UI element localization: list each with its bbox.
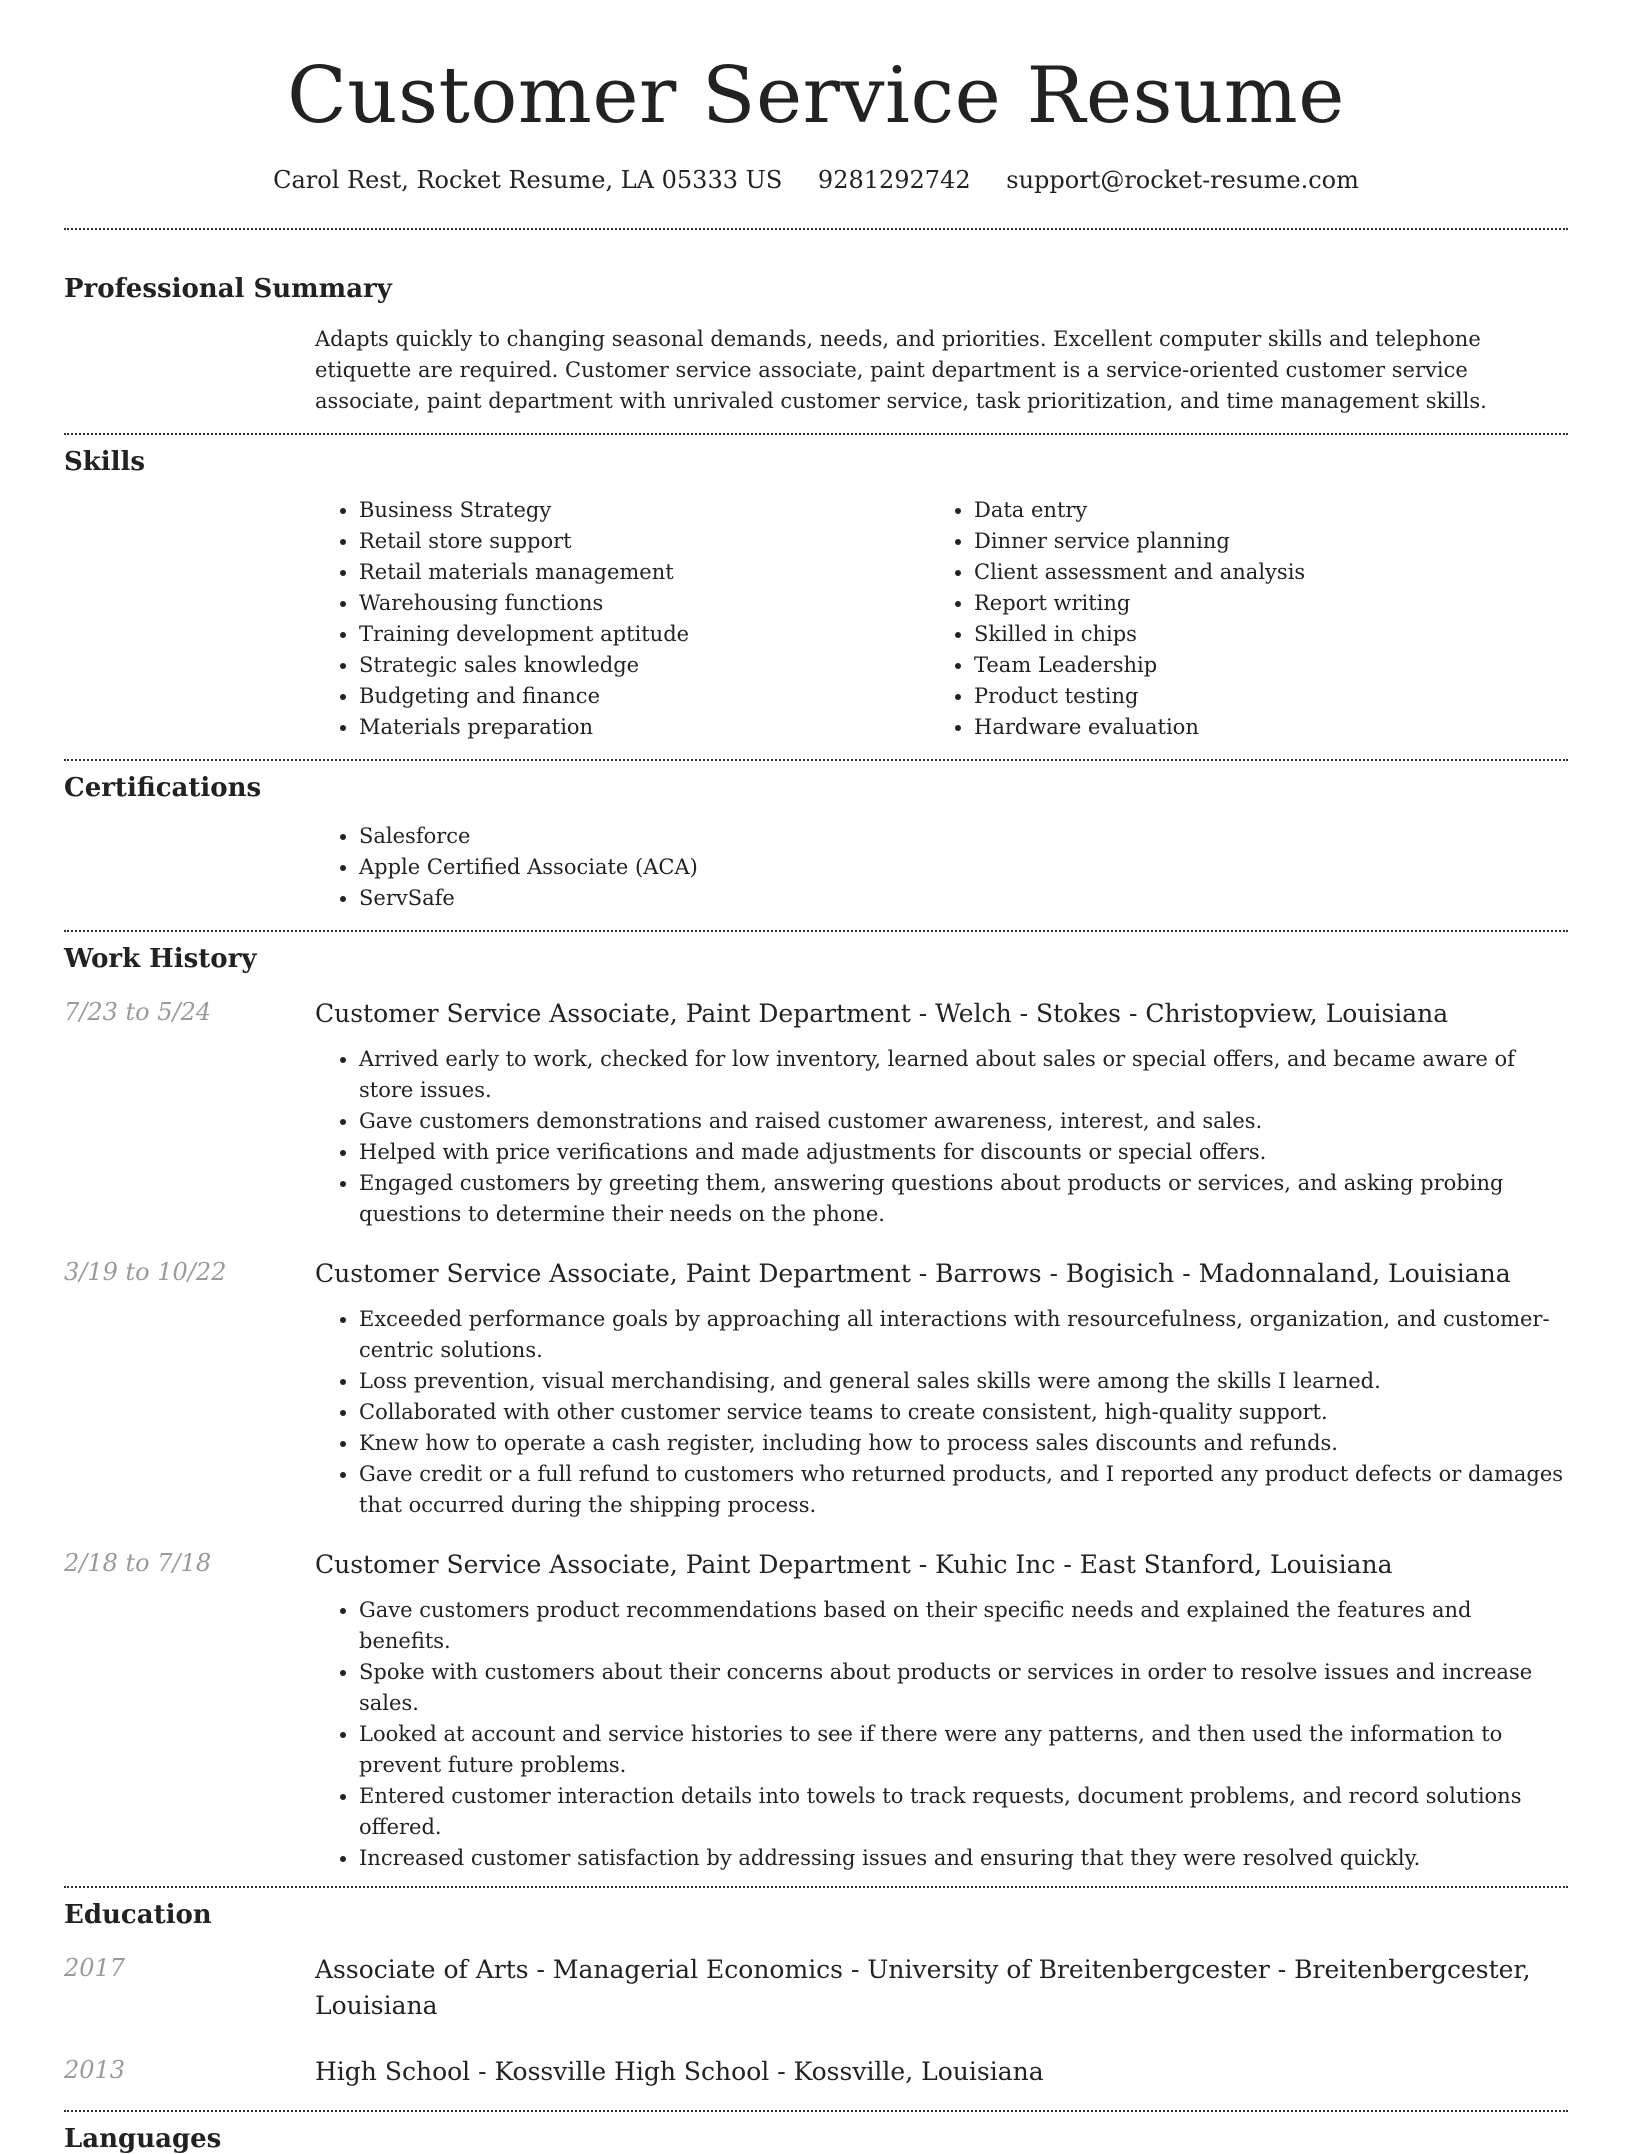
certifications-section xyxy=(64,773,1568,914)
work-bullet: • Gave credit or a full refund to customers who returned products, and I reported any product defects or damages that occurred during the shipping process. xyxy=(359,1459,1568,1521)
skills-list-left xyxy=(315,495,930,743)
section-divider xyxy=(64,930,1568,932)
certifications-list xyxy=(315,821,1568,914)
work-history-section xyxy=(64,944,1568,1874)
work-bullet: • Entered customer interaction details into towels to track requests, document problems, and record solutions offered. xyxy=(359,1781,1568,1843)
skill-item: • Materials preparation xyxy=(359,712,930,743)
work-title: Customer Service Associate, Paint Department - Kuhic Inc - East Stanford, Louisiana xyxy=(315,1549,1393,1579)
skills-list-right xyxy=(930,495,1545,743)
skill-item: • Business Strategy xyxy=(359,495,930,526)
work-bullet: • Loss prevention, visual merchandising, and general sales skills were among the skills I learned. xyxy=(359,1366,1568,1397)
certification-item: • Apple Certified Associate (ACA) xyxy=(359,852,1568,883)
work-entry xyxy=(64,1547,1568,1874)
work-bullet: • Arrived early to work, checked for low inventory, learned about sales or special offers, and became aware of store issues. xyxy=(359,1044,1568,1106)
skill-item: • Team Leadership xyxy=(974,650,1545,681)
work-bullet: • Collaborated with other customer service teams to create consistent, high-quality support. xyxy=(359,1397,1568,1428)
certification-item: • Salesforce xyxy=(359,821,1568,852)
work-bullet: • Engaged customers by greeting them, answering questions about products or services, and asking probing questions to determine their needs on the phone. xyxy=(359,1168,1568,1230)
summary-text: Adapts quickly to changing seasonal demands, needs, and priorities. Excellent computer skills and telephone etiquette are required. Customer service associate, paint department is a service-oriented customer service associate, paint department with unrivaled customer service, task prioritization, and time management skills. xyxy=(315,326,1487,413)
certifications-heading: Certifications xyxy=(64,772,262,803)
summary-section xyxy=(64,274,1568,417)
work-bullet: • Looked at account and service histories to see if there were any patterns, and then used the information to prevent future problems. xyxy=(359,1719,1568,1781)
work-bullets xyxy=(315,1044,1568,1230)
section-divider xyxy=(64,759,1568,761)
work-bullet: • Helped with price verifications and made adjustments for discounts or special offers. xyxy=(359,1137,1568,1168)
skill-item: • Retail materials management xyxy=(359,557,930,588)
skill-item: • Budgeting and finance xyxy=(359,681,930,712)
work-bullet: • Increased customer satisfaction by addressing issues and ensuring that they were resolved quickly. xyxy=(359,1843,1568,1874)
contact-line xyxy=(64,166,1568,194)
section-divider xyxy=(64,1886,1568,1888)
work-bullets xyxy=(315,1304,1568,1521)
work-history-heading: Work History xyxy=(64,943,257,974)
skills-section xyxy=(64,447,1568,743)
work-entry xyxy=(64,996,1568,1230)
education-section xyxy=(64,1900,1568,2090)
work-date: 3/19 to 10/22 xyxy=(64,1257,227,1286)
education-entry xyxy=(64,2054,1568,2090)
section-divider xyxy=(64,2110,1568,2112)
skill-item: • Retail store support xyxy=(359,526,930,557)
skill-item: • Warehousing functions xyxy=(359,588,930,619)
skill-item: • Product testing xyxy=(974,681,1545,712)
work-bullet: • Knew how to operate a cash register, including how to process sales discounts and refunds. xyxy=(359,1428,1568,1459)
work-date: 2/18 to 7/18 xyxy=(64,1548,212,1577)
work-bullet: • Gave customers product recommendations based on their specific needs and explained the features and benefits. xyxy=(359,1595,1568,1657)
skills-heading: Skills xyxy=(64,446,146,477)
contact-phone: 9281292742 xyxy=(817,165,971,194)
work-title: Customer Service Associate, Paint Department - Welch - Stokes - Christopview, Louisiana xyxy=(315,998,1449,1028)
work-date: 7/23 to 5/24 xyxy=(64,997,212,1026)
languages-heading: Languages xyxy=(64,2123,222,2154)
languages-section xyxy=(64,2124,1568,2154)
work-title: Customer Service Associate, Paint Department - Barrows - Bogisich - Madonnaland, Louisiana xyxy=(315,1258,1511,1288)
section-divider xyxy=(64,433,1568,435)
work-bullets xyxy=(315,1595,1568,1874)
education-entry xyxy=(64,1952,1568,2024)
work-bullet: • Gave customers demonstrations and raised customer awareness, interest, and sales. xyxy=(359,1106,1568,1137)
skill-item: • Strategic sales knowledge xyxy=(359,650,930,681)
skill-item: • Data entry xyxy=(974,495,1545,526)
work-entry xyxy=(64,1256,1568,1521)
skill-item: • Report writing xyxy=(974,588,1545,619)
summary-heading: Professional Summary xyxy=(64,273,392,304)
skill-item: • Skilled in chips xyxy=(974,619,1545,650)
skill-item: • Hardware evaluation xyxy=(974,712,1545,743)
certification-item: • ServSafe xyxy=(359,883,1568,914)
contact-address: Carol Rest, Rocket Resume, LA 05333 US xyxy=(273,165,783,194)
education-title: Associate of Arts - Managerial Economics - University of Breitenbergcester - Breitenbergcester, Louisiana xyxy=(315,1954,1531,2020)
skill-item: • Training development aptitude xyxy=(359,619,930,650)
section-divider xyxy=(64,228,1568,230)
skill-item: • Client assessment and analysis xyxy=(974,557,1545,588)
work-bullet: • Exceeded performance goals by approaching all interactions with resourcefulness, organization, and customer-centric solutions. xyxy=(359,1304,1568,1366)
education-date: 2013 xyxy=(64,2055,126,2084)
education-title: High School - Kossville High School - Kossville, Louisiana xyxy=(315,2056,1044,2086)
resume-title: Customer Service Resume xyxy=(287,51,1345,141)
contact-email: support@rocket-resume.com xyxy=(1006,165,1359,194)
education-heading: Education xyxy=(64,1899,212,1930)
work-bullet: • Spoke with customers about their concerns about products or services in order to resolve issues and increase sales. xyxy=(359,1657,1568,1719)
skill-item: • Dinner service planning xyxy=(974,526,1545,557)
education-date: 2017 xyxy=(64,1953,126,1982)
